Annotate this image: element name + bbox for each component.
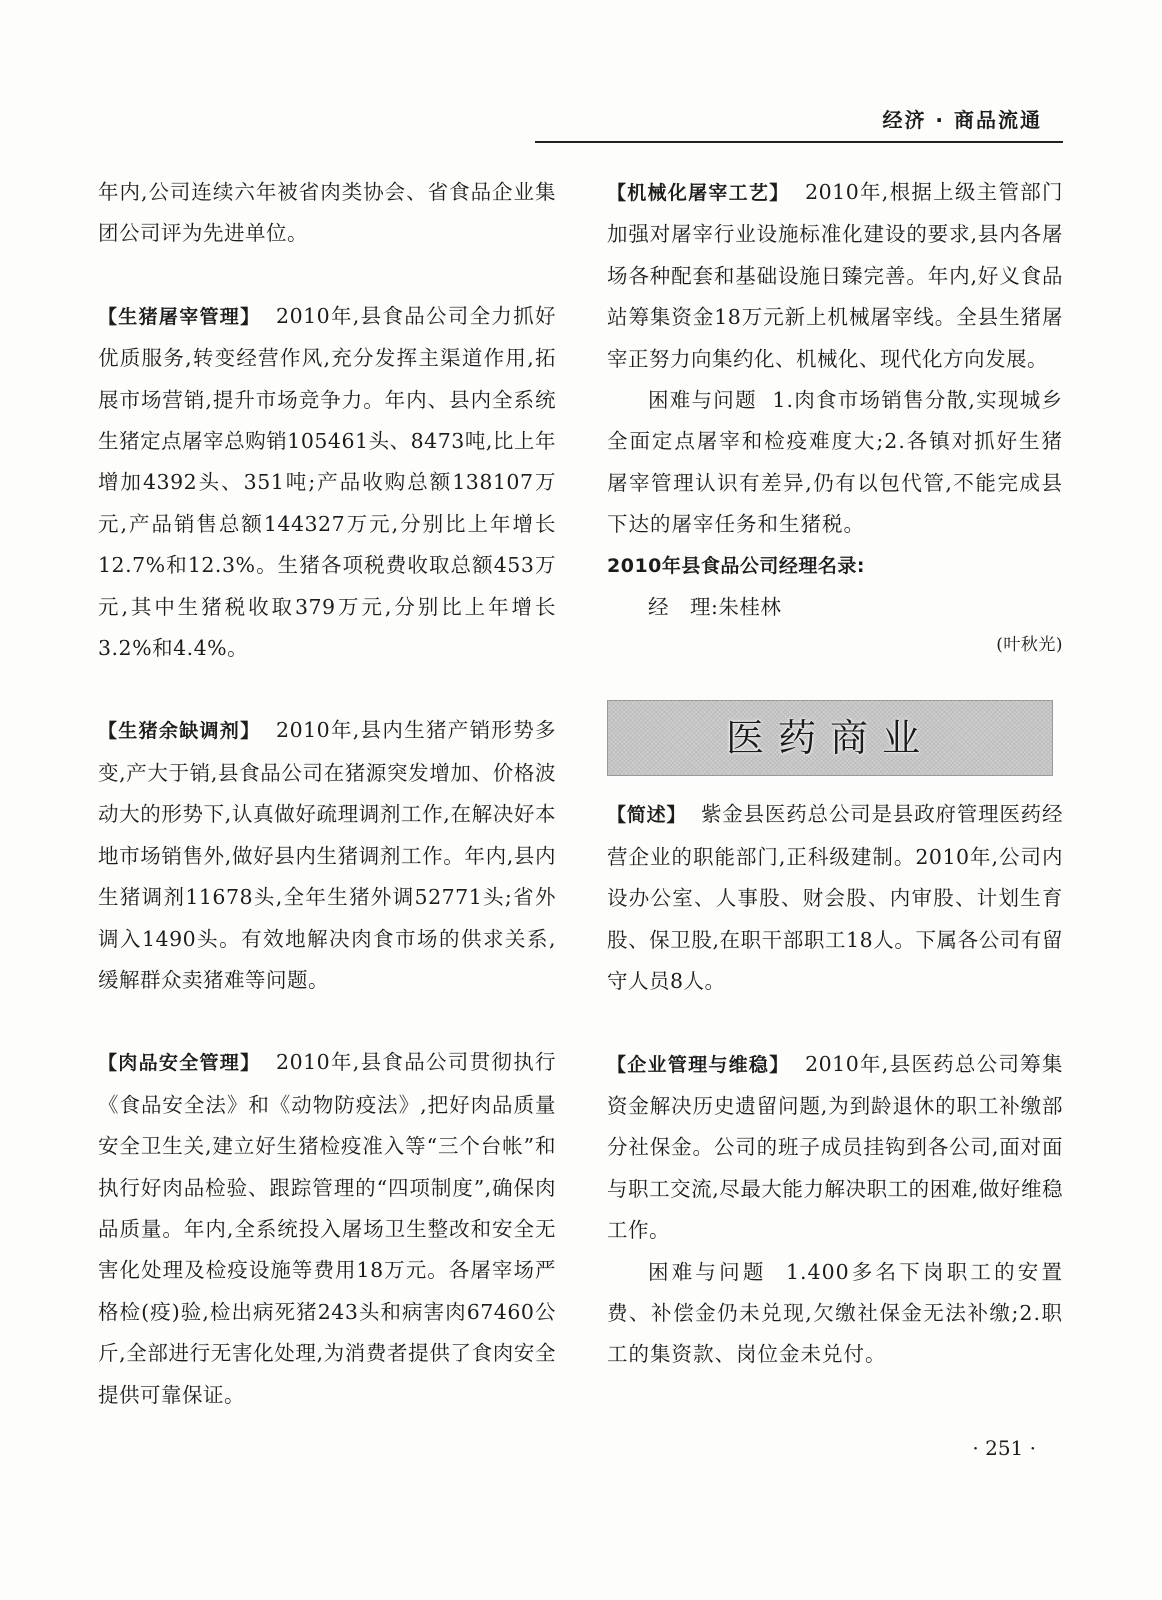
section-banner bbox=[607, 700, 1053, 776]
section-text: 紫金县医药总公司是县政府管理医药经营企业的职能部门,正科级建制。2010年,公司内设办公室、人事股、财会股、内审股、计划生育股、保卫股,在职干部职工18人。下属各公司有留守人员8人。 bbox=[607, 802, 1063, 994]
difficulty-text: 1.400多名下岗职工的安置费、补偿金仍未兑现,欠缴社保金无法补缴;2.职工的集资款、岗位金未兑付。 bbox=[607, 1259, 1064, 1367]
right-column bbox=[607, 172, 1063, 1376]
section-title: 【企业管理与维稳】 bbox=[607, 1053, 790, 1076]
intro-paragraph: 年内,公司连续六年被省肉类协会、省食品企业集团公司评为先进单位。 bbox=[98, 180, 556, 246]
manager-name: 朱桂林 bbox=[718, 595, 782, 620]
section-text: 2010年,县医药总公司筹集资金解决历史遗留问题,为到龄退休的职工补缴部分社保金。公司的班子成员挂钩到各公司,面对面与职工交流,尽最大能力解决职工的困难,做好维稳工作。 bbox=[607, 1051, 1063, 1243]
enterprise-paragraph bbox=[607, 1044, 1063, 1252]
banner-title: 医药商业 bbox=[725, 715, 934, 760]
pig-slaughter-paragraph bbox=[98, 296, 556, 670]
section-title: 【机械化屠宰工艺】 bbox=[607, 182, 790, 204]
difficulty-label: 困难与问题 bbox=[648, 388, 757, 413]
mechanized-paragraph bbox=[607, 172, 1063, 380]
page-number: · 251 · bbox=[972, 1436, 1036, 1460]
section-text: 2010年,县食品公司贯彻执行《食品安全法》和《动物防疫法》,把好肉品质量安全卫生关,建立好生猪检疫准入等“三个台帐”和执行好肉品检验、跟踪管理的“四项制度”,确保肉品质量。年内,全系统投入屠场卫生整改和安全无害化处理及检疫设施等费用18万元。各屠宰场严格检(疫)验,检出病死猪243头和病害肉67460公斤,全部进行无害化处理,为消费者提供了食肉安全提供可靠保证。 bbox=[98, 1050, 556, 1407]
left-column bbox=[98, 172, 556, 1416]
header-rule bbox=[535, 141, 1063, 143]
section-text: 2010年,根据上级主管部门加强对屠宰行业设施标准化建设的要求,县内各屠场各种配套和基础设施日臻完善。年内,好义食品站筹集资金18万元新上机械屠宰线。全县生猪屠宰正努力向集约化、机械化、现代化方向发展。 bbox=[607, 180, 1063, 371]
section-text: 2010年,县内生猪产销形势多变,产大于销,县食品公司在猪源突发增加、价格波动大的形势下,认真做好疏理调剂工作,在解决好本地市场销售外,做好县内生猪调剂工作。年内,县内生猪调剂11678头,全年生猪外调52771头;省外调入1490头。有效地解决肉食市场的供求关系,缓解群众卖猪难等问题。 bbox=[98, 718, 556, 992]
section-title: 【生猪余缺调剂】 bbox=[98, 720, 261, 743]
manager-entry: 经 理:朱桂林 bbox=[648, 595, 782, 620]
running-header: 经济 · 商品流通 bbox=[882, 108, 1042, 132]
section-title: 【简述】 bbox=[607, 804, 687, 827]
pig-surplus-paragraph bbox=[98, 710, 556, 1001]
difficulty-text: 1.肉食市场销售分散,实现城乡全面定点屠宰和检疫难度大;2.各镇对抓好生猪屠宰管理认识有差异,仍有以包代管,不能完成县下达的屠宰任务和生猪税。 bbox=[607, 388, 1063, 537]
section-title: 【生猪屠宰管理】 bbox=[98, 305, 261, 328]
manager-role: 经 理 bbox=[648, 595, 711, 620]
difficulty-paragraph bbox=[607, 1252, 1063, 1376]
difficulty-label: 困难与问题 bbox=[648, 1259, 767, 1284]
difficulty-paragraph bbox=[607, 380, 1063, 546]
overview-paragraph bbox=[607, 794, 1063, 1002]
author-credit: (叶秋光) bbox=[996, 635, 1063, 656]
section-title: 【肉品安全管理】 bbox=[98, 1052, 261, 1075]
meat-safety-paragraph bbox=[98, 1042, 556, 1416]
manager-list-heading: 2010年县食品公司经理名录: bbox=[607, 554, 865, 577]
section-text: 2010年,县食品公司全力抓好优质服务,转变经营作风,充分发挥主渠道作用,拓展市场营销,提升市场竞争力。年内、县内全系统生猪定点屠宰总购销105461头、8473吨,比上年增加4392头、351吨;产品收购总额138107万元,产品销售总额144327万元,分别比上年增长12.7%和12.3%。生猪各项税费收取总额453万元,其中生猪税收取379万元,分别比上年增长3.2%和4.4%。 bbox=[98, 303, 556, 661]
